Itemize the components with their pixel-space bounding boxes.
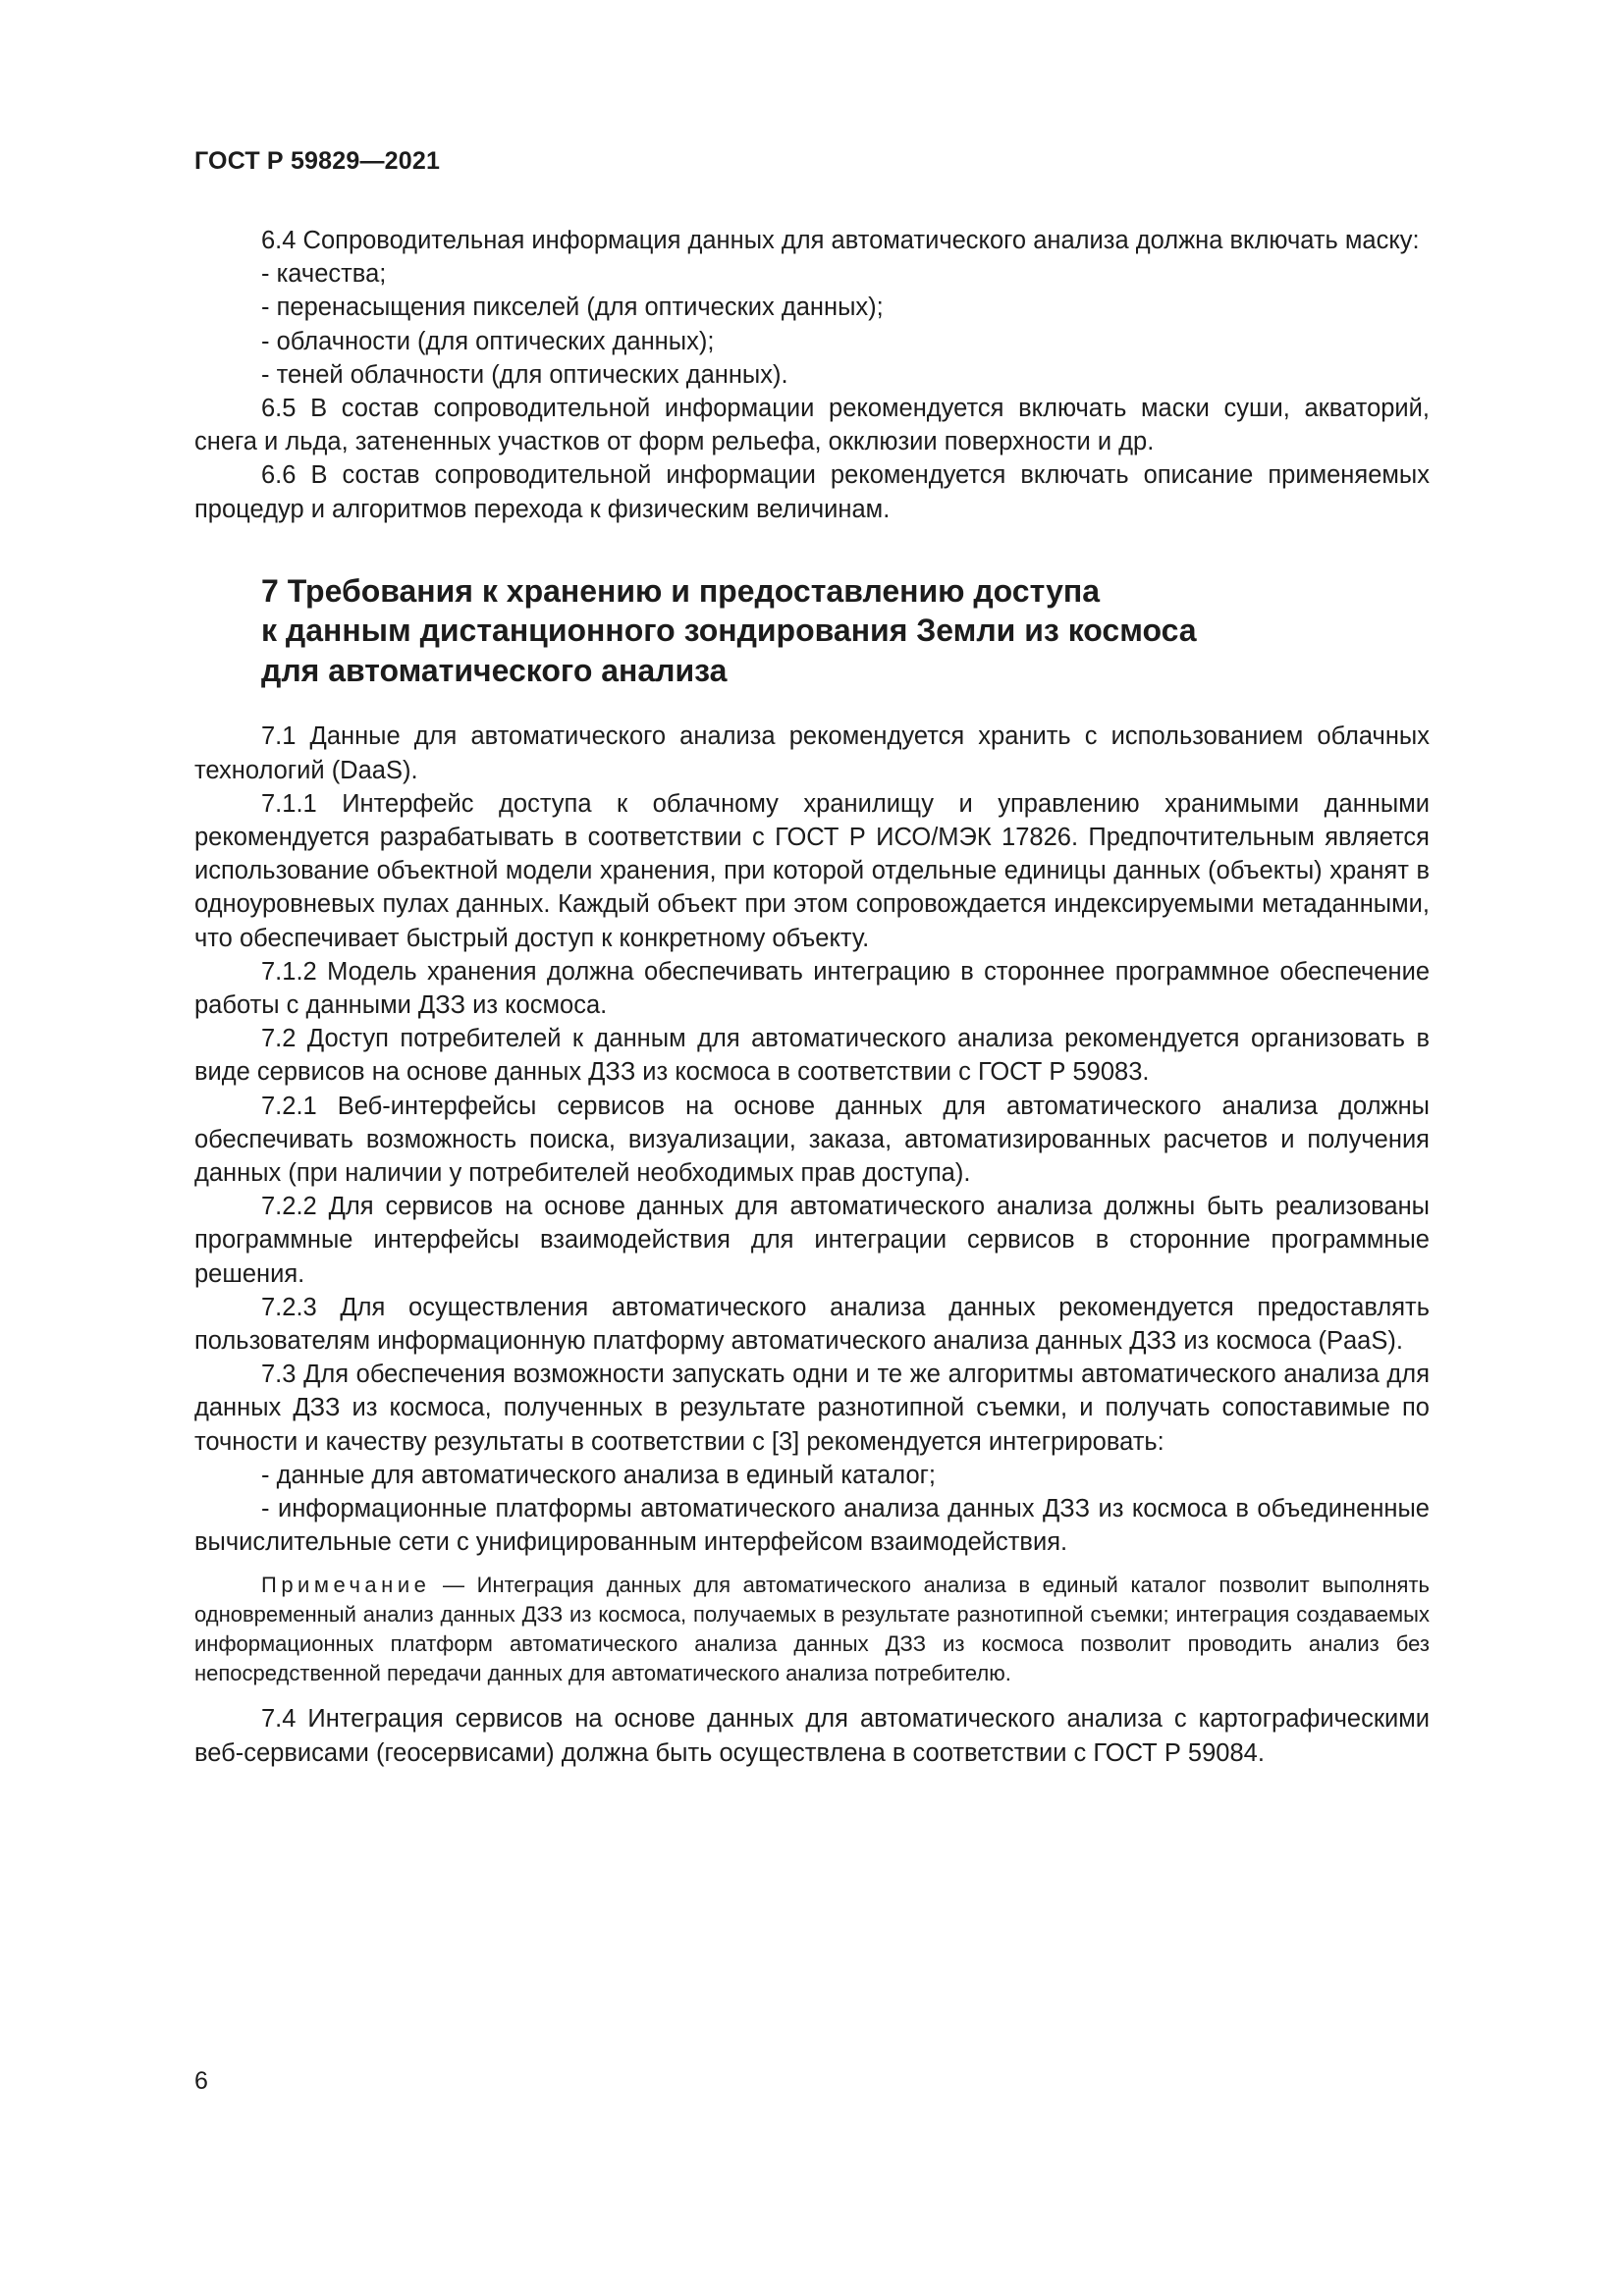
list-item-mask-cloudiness: - облачности (для оптических данных); (261, 327, 715, 355)
paragraph-6-4: 6.4 Сопроводительная информация данных для автоматического анализа должна включать маску: (261, 227, 1420, 254)
list-item-mask-quality: - качества; (261, 260, 387, 289)
paragraph-7-1-1: 7.1.1 Интерфейс доступа к облачному хранилищу и управлению хранимыми данными рекомендуется разрабатывать в соответствии с ГОСТ Р ИСО/МЭК 17826. Предпочтительным является использование объектной модели хранения, при которой отдельные единицы данных (объекты) хранят в одноуровневых пулах данных. Каждый объект при этом сопровождается индексируемыми метаданными, что обеспечивает быстрый доступ к конкретному объекту. (194, 789, 1430, 952)
page-number: 6 (194, 2067, 208, 2095)
list-item-mask-cloud-shadows: - теней облачности (для оптических данных). (261, 360, 788, 389)
list-item-mask-pixel-saturation: - перенасыщения пикселей (для оптических данных); (261, 294, 884, 322)
paragraph-7-2-1: 7.2.1 Веб-интерфейсы сервисов на основе данных для автоматического анализа должны обеспечивать возможность поиска, визуализации, заказа, автоматизированных расчетов и получения данных (при наличии у потребителей необходимых прав доступа). (194, 1092, 1430, 1187)
list-item-integrated-platforms: - информационные платформы автоматического анализа данных ДЗЗ из космоса в объединенные вычислительные сети с унифицированным интерфейсом взаимодействия. (194, 1495, 1430, 1557)
paragraph-7-4: 7.4 Интеграция сервисов на основе данных для автоматического анализа с картографическими веб-сервисами (геосервисами) должна быть осуществлена в соответствии с ГОСТ Р 59084. (194, 1705, 1430, 1767)
paragraph-6-6: 6.6 В состав сопроводительной информации рекомендуется включать описание применяемых процедур и алгоритмов перехода к физическим величинам. (194, 461, 1430, 523)
paragraph-6-5: 6.5 В состав сопроводительной информации рекомендуется включать маски суши, акваторий, снега и льда, затененных участков от форм рельефа, окклюзии поверхности и др. (194, 395, 1430, 456)
document-code-header: ГОСТ Р 59829—2021 (194, 147, 441, 175)
paragraph-7-1: 7.1 Данные для автоматического анализа рекомендуется хранить с использованием облачных технологий (DaaS). (194, 722, 1430, 784)
section-7-title-line: для автоматического анализа (261, 652, 728, 688)
paragraph-7-2-3: 7.2.3 Для осуществления автоматического анализа данных рекомендуется предоставлять пользователям информационную платформу автоматического анализа данных ДЗЗ из космоса (PaaS). (194, 1293, 1430, 1355)
note-label: Примечание (261, 1573, 431, 1598)
paragraph-7-2-2: 7.2.2 Для сервисов на основе данных для автоматического анализа должны быть реализованы программные интерфейсы взаимодействия для интеграции сервисов в сторонние программные решения. (194, 1193, 1430, 1288)
section-7-title-line: 7 Требования к хранению и предоставлению доступа (261, 572, 1100, 609)
list-item-unified-catalog: - данные для автоматического анализа в единый каталог; (261, 1461, 937, 1489)
note-text: — Интеграция данных для автоматического анализа в единый каталог позволит выполнять одновременный анализ данных ДЗЗ из космоса, получаемых в результате разнотипной съемки; интеграция создаваемых информационных платформ автоматического анализа данных ДЗЗ из космоса позволит проводить анализ без непосредственной передачи данных для автоматического анализа потребителю. (194, 1573, 1430, 1686)
note-paragraph (194, 1571, 1430, 1688)
page-content (194, 224, 1430, 1770)
section-7-title-line: к данным дистанционного зондирования Земли из космоса (261, 613, 1197, 649)
paragraph-7-2: 7.2 Доступ потребителей к данным для автоматического анализа рекомендуется организовать в виде сервисов на основе данных ДЗЗ из космоса в соответствии с ГОСТ Р 59083. (194, 1025, 1430, 1087)
section-7-title (194, 571, 1430, 691)
paragraph-7-3: 7.3 Для обеспечения возможности запускать одни и те же алгоритмы автоматического анализа для данных ДЗЗ из космоса, полученных в результате разнотипной съемки, и получать сопоставимые по точности и качеству результаты в соответствии с [3] рекомендуется интегрировать: (194, 1361, 1430, 1456)
paragraph-7-1-2: 7.1.2 Модель хранения должна обеспечивать интеграцию в стороннее программное обеспечение работы с данными ДЗЗ из космоса. (194, 957, 1430, 1019)
